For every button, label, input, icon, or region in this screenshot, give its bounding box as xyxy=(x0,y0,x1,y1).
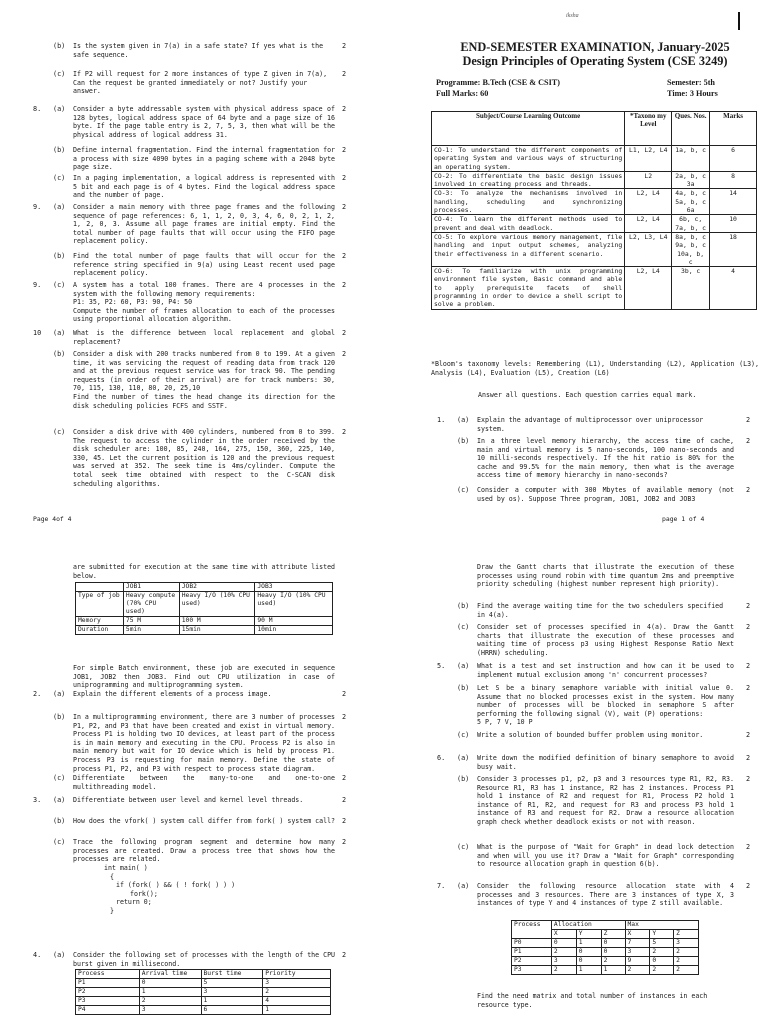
marks: 2 xyxy=(342,146,347,154)
question-9b: Find the total number of page faults that will occur for the reference string specified in 9(a) using Least recent used page replacement policy. xyxy=(73,252,335,278)
marks: 2 xyxy=(746,731,751,739)
table-row xyxy=(432,146,757,172)
table-cell: 2 xyxy=(625,966,650,975)
process-table xyxy=(75,969,331,1015)
table-cell: 7 xyxy=(625,939,650,948)
question-9c-task: Compute the number of frames allocation to each of the processes using proportional allocation algorithm. xyxy=(73,306,335,324)
marks: 2 xyxy=(342,350,347,358)
code-line: return 0; xyxy=(116,898,152,907)
table-cell: 3 xyxy=(139,1006,201,1015)
marks: 2 xyxy=(746,662,751,670)
marks: 2 xyxy=(746,602,751,610)
course-outcome-table xyxy=(431,111,757,310)
programme: Programme: B.Tech (CSE & CSIT) xyxy=(436,78,560,87)
code-line: fork(); xyxy=(130,889,158,898)
table-header: JOB3 xyxy=(255,583,333,592)
question-1c-continued: are submitted for execution at the same time with attribute listed below. xyxy=(73,563,336,580)
table-cell: 2 xyxy=(650,948,674,957)
question-9c xyxy=(73,281,335,324)
table-cell: 75 M xyxy=(123,617,179,626)
table-header: Process xyxy=(512,921,552,939)
question-part: (c) xyxy=(53,428,66,436)
question-part: (c) xyxy=(53,774,66,782)
table-cell: 15min xyxy=(179,626,255,635)
table-cell: 2 xyxy=(674,948,699,957)
table-cell: 1 xyxy=(263,1006,331,1015)
table-cell: 3 xyxy=(201,988,263,997)
question-1a: Explain the advantage of multiprocessor over uniprocessor system. xyxy=(477,416,704,433)
table-cell: P2 xyxy=(76,988,140,997)
question-part: (a) xyxy=(53,690,66,698)
table-cell: P1 xyxy=(512,948,552,957)
question-7a-end: Find the need matrix and total number of instances in each resource type. xyxy=(477,992,708,1009)
table-header: X xyxy=(625,930,650,939)
table-row xyxy=(512,957,699,966)
question-2c: Differentiate between the many-to-one and one-to-one multithreading model. xyxy=(73,774,335,791)
table-cell: 2 xyxy=(263,988,331,997)
table-header: Process xyxy=(76,970,140,979)
question-3a: Differentiate between user level and kernel level threads. xyxy=(73,796,304,804)
question-7a: Consider the following resource allocation state with 4 processes and 3 resources. There are 3 instances of type X, 3 instances of type Y and 4 instances of type Z still available. xyxy=(477,882,734,908)
table-header: JOB1 xyxy=(123,583,179,592)
table-cell: P2 xyxy=(512,957,552,966)
question-10b-task: Find the number of times the head change its direction for the disk scheduling policies FCFS and SSTF. xyxy=(73,392,335,410)
table-cell: 2 xyxy=(551,948,576,957)
question-number: 2. xyxy=(33,690,42,698)
exam-title: END-SEMESTER EXAMINATION, January-2025 xyxy=(460,40,730,54)
table-cell: P0 xyxy=(512,939,552,948)
question-10b xyxy=(73,350,335,410)
question-part: (c) xyxy=(457,731,470,739)
table-cell: 1 xyxy=(601,966,625,975)
marks: 2 xyxy=(342,951,347,959)
question-part: (a) xyxy=(457,882,470,890)
marks: 2 xyxy=(342,774,347,782)
question-4a-continued: Draw the Gantt charts that illustrate the execution of these processes using round robin with time quantum 2ms and preemptive priority scheduling (highest number represent high priority). xyxy=(477,563,734,589)
full-marks: Full Marks: 60 xyxy=(436,89,489,98)
table-header: Z xyxy=(601,930,625,939)
marks: 2 xyxy=(342,70,347,78)
table-cell: 1 xyxy=(576,966,601,975)
question-7b: Is the system given in 7(a) in a safe state? If yes what is the safe sequence. xyxy=(73,42,324,59)
marks: 2 xyxy=(746,486,751,494)
question-1b: In a three level memory hierarchy, the access time of cache, main and virtual memory is 5 nano-seconds, 100 nano-seconds and 10 milli-seconds respectively. If the hit ratio is 80% for the cache and 99.5% for the main memory, then what is the average access time of memory hierarchy in nano-seconds? xyxy=(477,437,734,480)
table-cell: 3 xyxy=(674,939,699,948)
question-number: 9. xyxy=(33,281,42,289)
table-cell: P3 xyxy=(76,997,140,1006)
question-5a: What is a test and set instruction and how can it be used to implement mutual exclusion among 'n' concurrent processes? xyxy=(477,662,734,679)
table-header: Z xyxy=(674,930,699,939)
marks: 2 xyxy=(342,838,347,846)
marks: 2 xyxy=(342,796,347,804)
table-cell: 8 xyxy=(710,171,757,189)
table-cell: 0 xyxy=(650,957,674,966)
marks: 2 xyxy=(342,329,347,337)
question-part: (a) xyxy=(53,329,66,337)
question-part: (a) xyxy=(457,754,470,762)
table-cell: 10min xyxy=(255,626,333,635)
table-cell: 1 xyxy=(201,997,263,1006)
table-header: Subject/Course Learning Outcome xyxy=(432,112,625,146)
time: Time: 3 Hours xyxy=(667,89,718,98)
table-cell: 2 xyxy=(674,966,699,975)
question-number: 4. xyxy=(33,951,42,959)
question-number: 5. xyxy=(437,662,446,670)
table-cell: L2, L3, L4 xyxy=(625,232,672,266)
table-cell: 0 xyxy=(601,948,625,957)
table-cell: 100 M xyxy=(179,617,255,626)
marks: 2 xyxy=(746,754,751,762)
code-snippet xyxy=(104,864,304,916)
table-row xyxy=(512,966,699,975)
table-cell: L2, L4 xyxy=(625,267,672,309)
table-row xyxy=(76,626,333,635)
table-cell: 2a, b, c 3a xyxy=(672,171,710,189)
question-10b-text: Consider a disk with 200 tracks numbered from 0 to 199. At a given time, it was servicing the request of reading data from track 120 and at the previous request service was for track 90. The pending requests (in order of their arrival) are for track numbers: 30, 70, 115, 130, 110, 80, 20, 25,10 xyxy=(73,350,336,393)
table-cell: CO-4: To learn the different methods used to prevent and deal with deadlock. xyxy=(432,215,625,233)
table-cell: 90 M xyxy=(255,617,333,626)
marks: 2 xyxy=(342,42,347,50)
table-cell: 0 xyxy=(601,939,625,948)
question-number: 10 xyxy=(33,329,42,337)
question-2b: In a multiprogramming environment, there are 3 number of processes P1, P2, and P3 that have been created and exist in virtual memory. Process P1 is holding two IO devices, at least part of the process is in main memory and executing in the CPU. Process P2 is also in main memory but wait for IO device which is held by process P1. Process P3 is requesting for main memory. Define the state of process P1, P2, and P3 with respect to process state diagram. xyxy=(73,713,336,773)
table-row xyxy=(76,1006,331,1015)
table-header-row xyxy=(76,583,333,592)
marks: 2 xyxy=(342,252,347,260)
table-cell: 2 xyxy=(139,997,201,1006)
marks: 2 xyxy=(342,174,347,182)
question-part: (b) xyxy=(53,146,66,154)
marks: 2 xyxy=(746,775,751,783)
question-part: (b) xyxy=(457,684,470,692)
question-9c-requirements: P1: 35, P2: 60, P3: 90, P4: 50 xyxy=(73,298,193,307)
table-cell: 8a, b, c 9a, b, c 10a, b, c xyxy=(672,232,710,266)
marks: 2 xyxy=(746,416,751,424)
corner-mark xyxy=(738,12,740,30)
question-part: (c) xyxy=(53,174,66,182)
watermark: iksha xyxy=(566,13,579,19)
table-cell: P3 xyxy=(512,966,552,975)
subject-title: Design Principles of Operating System (CSE 3249) xyxy=(462,54,728,68)
table-row xyxy=(76,617,333,626)
question-5c: Write a solution of bounded buffer problem using monitor. xyxy=(477,731,704,739)
code-line: { xyxy=(110,872,114,881)
question-4b: Find the average waiting time for the two schedulers specified in 4(a). xyxy=(477,602,724,619)
question-number: 1. xyxy=(437,416,446,424)
table-header: Priority xyxy=(263,970,331,979)
question-3c: Trace the following program segment and determine how many processes are created. Draw a process tree that shows how the processes are related. xyxy=(73,838,335,864)
table-cell: 3 xyxy=(625,948,650,957)
question-part: (a) xyxy=(53,105,66,113)
question-1c: Consider a computer with 300 Mbytes of available memory (not used by os). Suppose Three program, JOB1, JOB2 and JOB3 xyxy=(477,486,734,503)
table-cell: 0 xyxy=(139,979,201,988)
table-cell: 2 xyxy=(650,966,674,975)
question-6a: Write down the modified definition of binary semaphore to avoid busy wait. xyxy=(477,754,734,771)
question-part: (c) xyxy=(457,623,470,631)
question-number: 9. xyxy=(33,203,42,211)
table-cell: Heavy I/O (10% CPU used) xyxy=(255,592,333,617)
table-cell: P4 xyxy=(76,1006,140,1015)
table-cell: 2 xyxy=(601,957,625,966)
marks: 2 xyxy=(342,690,347,698)
question-number: 8. xyxy=(33,105,42,113)
table-row xyxy=(76,592,333,617)
marks: 2 xyxy=(342,203,347,211)
question-part: (b) xyxy=(53,350,66,358)
table-header xyxy=(76,583,124,592)
marks: 2 xyxy=(342,105,347,113)
table-cell: 6b, c, 7a, b, c xyxy=(672,215,710,233)
table-cell: 6 xyxy=(201,1006,263,1015)
table-cell: L2, L4 xyxy=(625,215,672,233)
table-row xyxy=(512,948,699,957)
question-number: 6. xyxy=(437,754,446,762)
page-number: page 1 of 4 xyxy=(662,515,705,523)
table-cell: 5 xyxy=(650,939,674,948)
table-cell: 1 xyxy=(576,939,601,948)
table-cell: 5 xyxy=(201,979,263,988)
question-number: 7. xyxy=(437,882,446,890)
question-part: (a) xyxy=(457,416,470,424)
table-header: Arrival time xyxy=(139,970,201,979)
table-row xyxy=(432,215,757,233)
table-header: Ques. Nos. xyxy=(672,112,710,146)
table-cell: CO-6: To familiarize with unix programming environment file system, Basic command and able to apply prerequisite facets of shell programming in order to device a shell script to solve a problem. xyxy=(432,267,625,309)
marks: 2 xyxy=(746,623,751,631)
question-part: (b) xyxy=(457,602,470,610)
table-cell: 2 xyxy=(551,966,576,975)
question-part: (c) xyxy=(53,70,66,78)
table-cell: 3 xyxy=(263,979,331,988)
table-header: Burst time xyxy=(201,970,263,979)
table-cell: 6 xyxy=(710,146,757,172)
table-row xyxy=(512,939,699,948)
question-part: (b) xyxy=(457,775,470,783)
table-row xyxy=(432,232,757,266)
question-9a: Consider a main memory with three page frames and the following sequence of page references: 6, 1, 1, 2, 0, 3, 4, 6, 0, 2, 1, 2, 1, 2, 0, 3. Assume all page frames are initial empty. Find the total number of page faults that will occur using the FIFO page replacement policy. xyxy=(73,203,335,246)
marks: 2 xyxy=(342,713,347,721)
table-cell: 0 xyxy=(576,957,601,966)
question-part: (a) xyxy=(53,951,66,959)
question-part: (b) xyxy=(53,42,66,50)
question-part: (c) xyxy=(457,843,470,851)
table-header-row xyxy=(512,921,699,930)
marks: 2 xyxy=(746,882,751,890)
question-6c: What is the purpose of "Wait for Graph" in dead lock detection and when will you use it? Draw a "Wait for Graph" corresponding to resource allocation graph in question 6(b). xyxy=(477,843,734,869)
table-header: Y xyxy=(576,930,601,939)
table-row xyxy=(76,997,331,1006)
marks: 2 xyxy=(746,684,751,692)
table-cell: Heavy compute (70% CPU used) xyxy=(123,592,179,617)
table-header: Y xyxy=(650,930,674,939)
table-cell: P1 xyxy=(76,979,140,988)
marks: 2 xyxy=(342,428,347,436)
table-header-row xyxy=(432,112,757,146)
table-cell: CO-1: To understand the different components of operating System and various ways of structuring an operating system. xyxy=(432,146,625,172)
bloom-note: *Bloom's taxonomy levels: Remembering (L1), Understanding (L2), Application (L3), Analysis (L4), Evaluation (L5), Creation (L6) xyxy=(431,360,759,377)
question-4a: Consider the following set of processes with the length of the CPU burst given in millisecond. xyxy=(73,951,336,968)
table-header: JOB2 xyxy=(179,583,255,592)
table-cell: 18 xyxy=(710,232,757,266)
table-cell: 4a, b, c 5a, b, c 6a xyxy=(672,189,710,215)
marks: 2 xyxy=(342,817,347,825)
page-number: Page 4of 4 xyxy=(33,515,72,523)
question-part: (b) xyxy=(53,817,66,825)
question-9c-text: A system has a total 100 frames. There are 4 processes in the system with the following memory requirements: xyxy=(73,281,335,298)
table-cell: 1 xyxy=(139,988,201,997)
allocation-table xyxy=(511,920,699,975)
table-header: Allocation xyxy=(551,921,625,930)
question-8b: Define internal fragmentation. Find the internal fragmentation for a process with size 4090 bytes in a paging scheme with a 2048 byte page size. xyxy=(73,146,336,172)
table-cell: 2 xyxy=(674,957,699,966)
question-number: 3. xyxy=(33,796,42,804)
table-cell: L1, L2, L4 xyxy=(625,146,672,172)
marks: 2 xyxy=(746,843,751,851)
question-part: (c) xyxy=(53,838,66,846)
table-cell: 3 xyxy=(551,957,576,966)
question-5b xyxy=(477,684,734,727)
table-header: Marks xyxy=(710,112,757,146)
semester: Semester: 5th xyxy=(667,78,715,87)
table-header: X xyxy=(551,930,576,939)
question-10a: What is the difference between local replacement and global replacement? xyxy=(73,329,335,346)
question-part: (a) xyxy=(457,662,470,670)
table-cell: 1a, b, c xyxy=(672,146,710,172)
table-cell: CO-2: To differentiate the basic design issues involved in creating process and threads. xyxy=(432,171,625,189)
table-cell: CO-5: To explore various memory management, file handling and input output schemes, analyzing their effectiveness in a different scenario. xyxy=(432,232,625,266)
table-row xyxy=(76,979,331,988)
table-cell: Type of job xyxy=(76,592,124,617)
table-cell: Duration xyxy=(76,626,124,635)
question-10c: Consider a disk drive with 400 cylinders, numbered from 0 to 399. The request to access the cylinder in the order received by the disk scheduler are: 100, 85, 240, 164, 275, 150, 360, 225, 140, 330, 45. Let the current position is 120 and the previous request was served at 352. The seek time is 4ms/cylinder. Compute the total seek time obtained with respect to the C-SCAN disk scheduling algorithms. xyxy=(73,428,335,488)
table-header: *Taxono my Level xyxy=(625,112,672,146)
instruction: Answer all questions. Each question carries equal mark. xyxy=(478,391,697,399)
marks: 2 xyxy=(746,437,751,445)
question-8c: In a paging implementation, a logical address is represented with 5 bit and each page is of 4 bytes. Find the logical address space and the number of page. xyxy=(73,174,335,200)
question-part: (b) xyxy=(53,252,66,260)
table-row xyxy=(432,189,757,215)
question-part: (a) xyxy=(53,203,66,211)
code-line: int main( ) xyxy=(104,864,148,872)
table-header-row xyxy=(76,970,331,979)
question-4c: Consider set of processes specified in 4(a). Draw the Gantt charts that illustrate the execution of these processes and waiting time of process p3 using Highest Response Ratio Next (HRRN) scheduling. xyxy=(477,623,734,657)
code-line: if (fork( ) && ( ! fork( ) ) ) xyxy=(116,881,236,890)
question-6b: Consider 3 processes p1, p2, p3 and 3 resources type R1, R2, R3. Resource R1, R3 has 1 instance, R2 has 2 instances. Process P1 hold 1 instance of R2 and request for R1, Process P2 hold 1 instance of R1, R2, and request for R3 and process P3 hold 1 instance of R3 and request for R2. Draw a resource allocation graph check whether deadlock exists or not with reason. xyxy=(477,775,734,826)
table-cell: Memory xyxy=(76,617,124,626)
table-cell: 5min xyxy=(123,626,179,635)
question-part: (b) xyxy=(53,713,66,721)
table-cell: L2 xyxy=(625,171,672,189)
table-row xyxy=(76,988,331,997)
table-cell: Heavy I/O (10% CPU used) xyxy=(179,592,255,617)
question-1c-end: For simple Batch environment, these job are executed in sequence JOB1, JOB2 then JOB3. Find out CPU utilization in case of uniprogramming and multiprogramming system. xyxy=(73,664,335,690)
table-cell: 3b, c xyxy=(672,267,710,309)
table-row xyxy=(432,171,757,189)
question-5b-text: Let S be a binary semaphore variable with initial value 0. Assume that no blocked processes exist in the system. How many number of processes will be blocked in semaphore S after performing the following signal (V), wait (P) operations: xyxy=(477,684,734,718)
table-header: Max xyxy=(625,921,698,930)
question-5b-operations: 5 P, 7 V, 10 P xyxy=(477,718,533,727)
table-cell: 10 xyxy=(710,215,757,233)
table-cell: 0 xyxy=(551,939,576,948)
table-cell: CO-3: To analyze the mechanisms involved in handling, scheduling and synchronizing processes. xyxy=(432,189,625,215)
table-cell: L2, L4 xyxy=(625,189,672,215)
question-2a: Explain the different elements of a process image. xyxy=(73,690,272,698)
table-row xyxy=(432,267,757,309)
table-cell: 0 xyxy=(576,948,601,957)
marks: 2 xyxy=(342,281,347,289)
code-line: } xyxy=(110,906,114,915)
table-cell: 4 xyxy=(263,997,331,1006)
table-cell: 14 xyxy=(710,189,757,215)
question-part: (c) xyxy=(457,486,470,494)
table-cell: 9 xyxy=(625,957,650,966)
question-part: (b) xyxy=(457,437,470,445)
question-part: (a) xyxy=(53,796,66,804)
question-part: (c) xyxy=(53,281,66,289)
job-table xyxy=(75,582,333,635)
question-8a: Consider a byte addressable system with physical address space of 128 bytes, logical address space of 64 byte and a page size of 16 byte. If the page table entry is 2, 7, 5, 3, then what will be the physical address of logical address 31. xyxy=(73,105,336,139)
question-3b: How does the vfork( ) system call differ from fork( ) system call? xyxy=(73,817,336,825)
question-7c: If P2 will request for 2 more instances of type Z given in 7(a), Can the request be granted immediately or not? Justify your answer. xyxy=(73,70,328,96)
table-cell: 4 xyxy=(710,267,757,309)
